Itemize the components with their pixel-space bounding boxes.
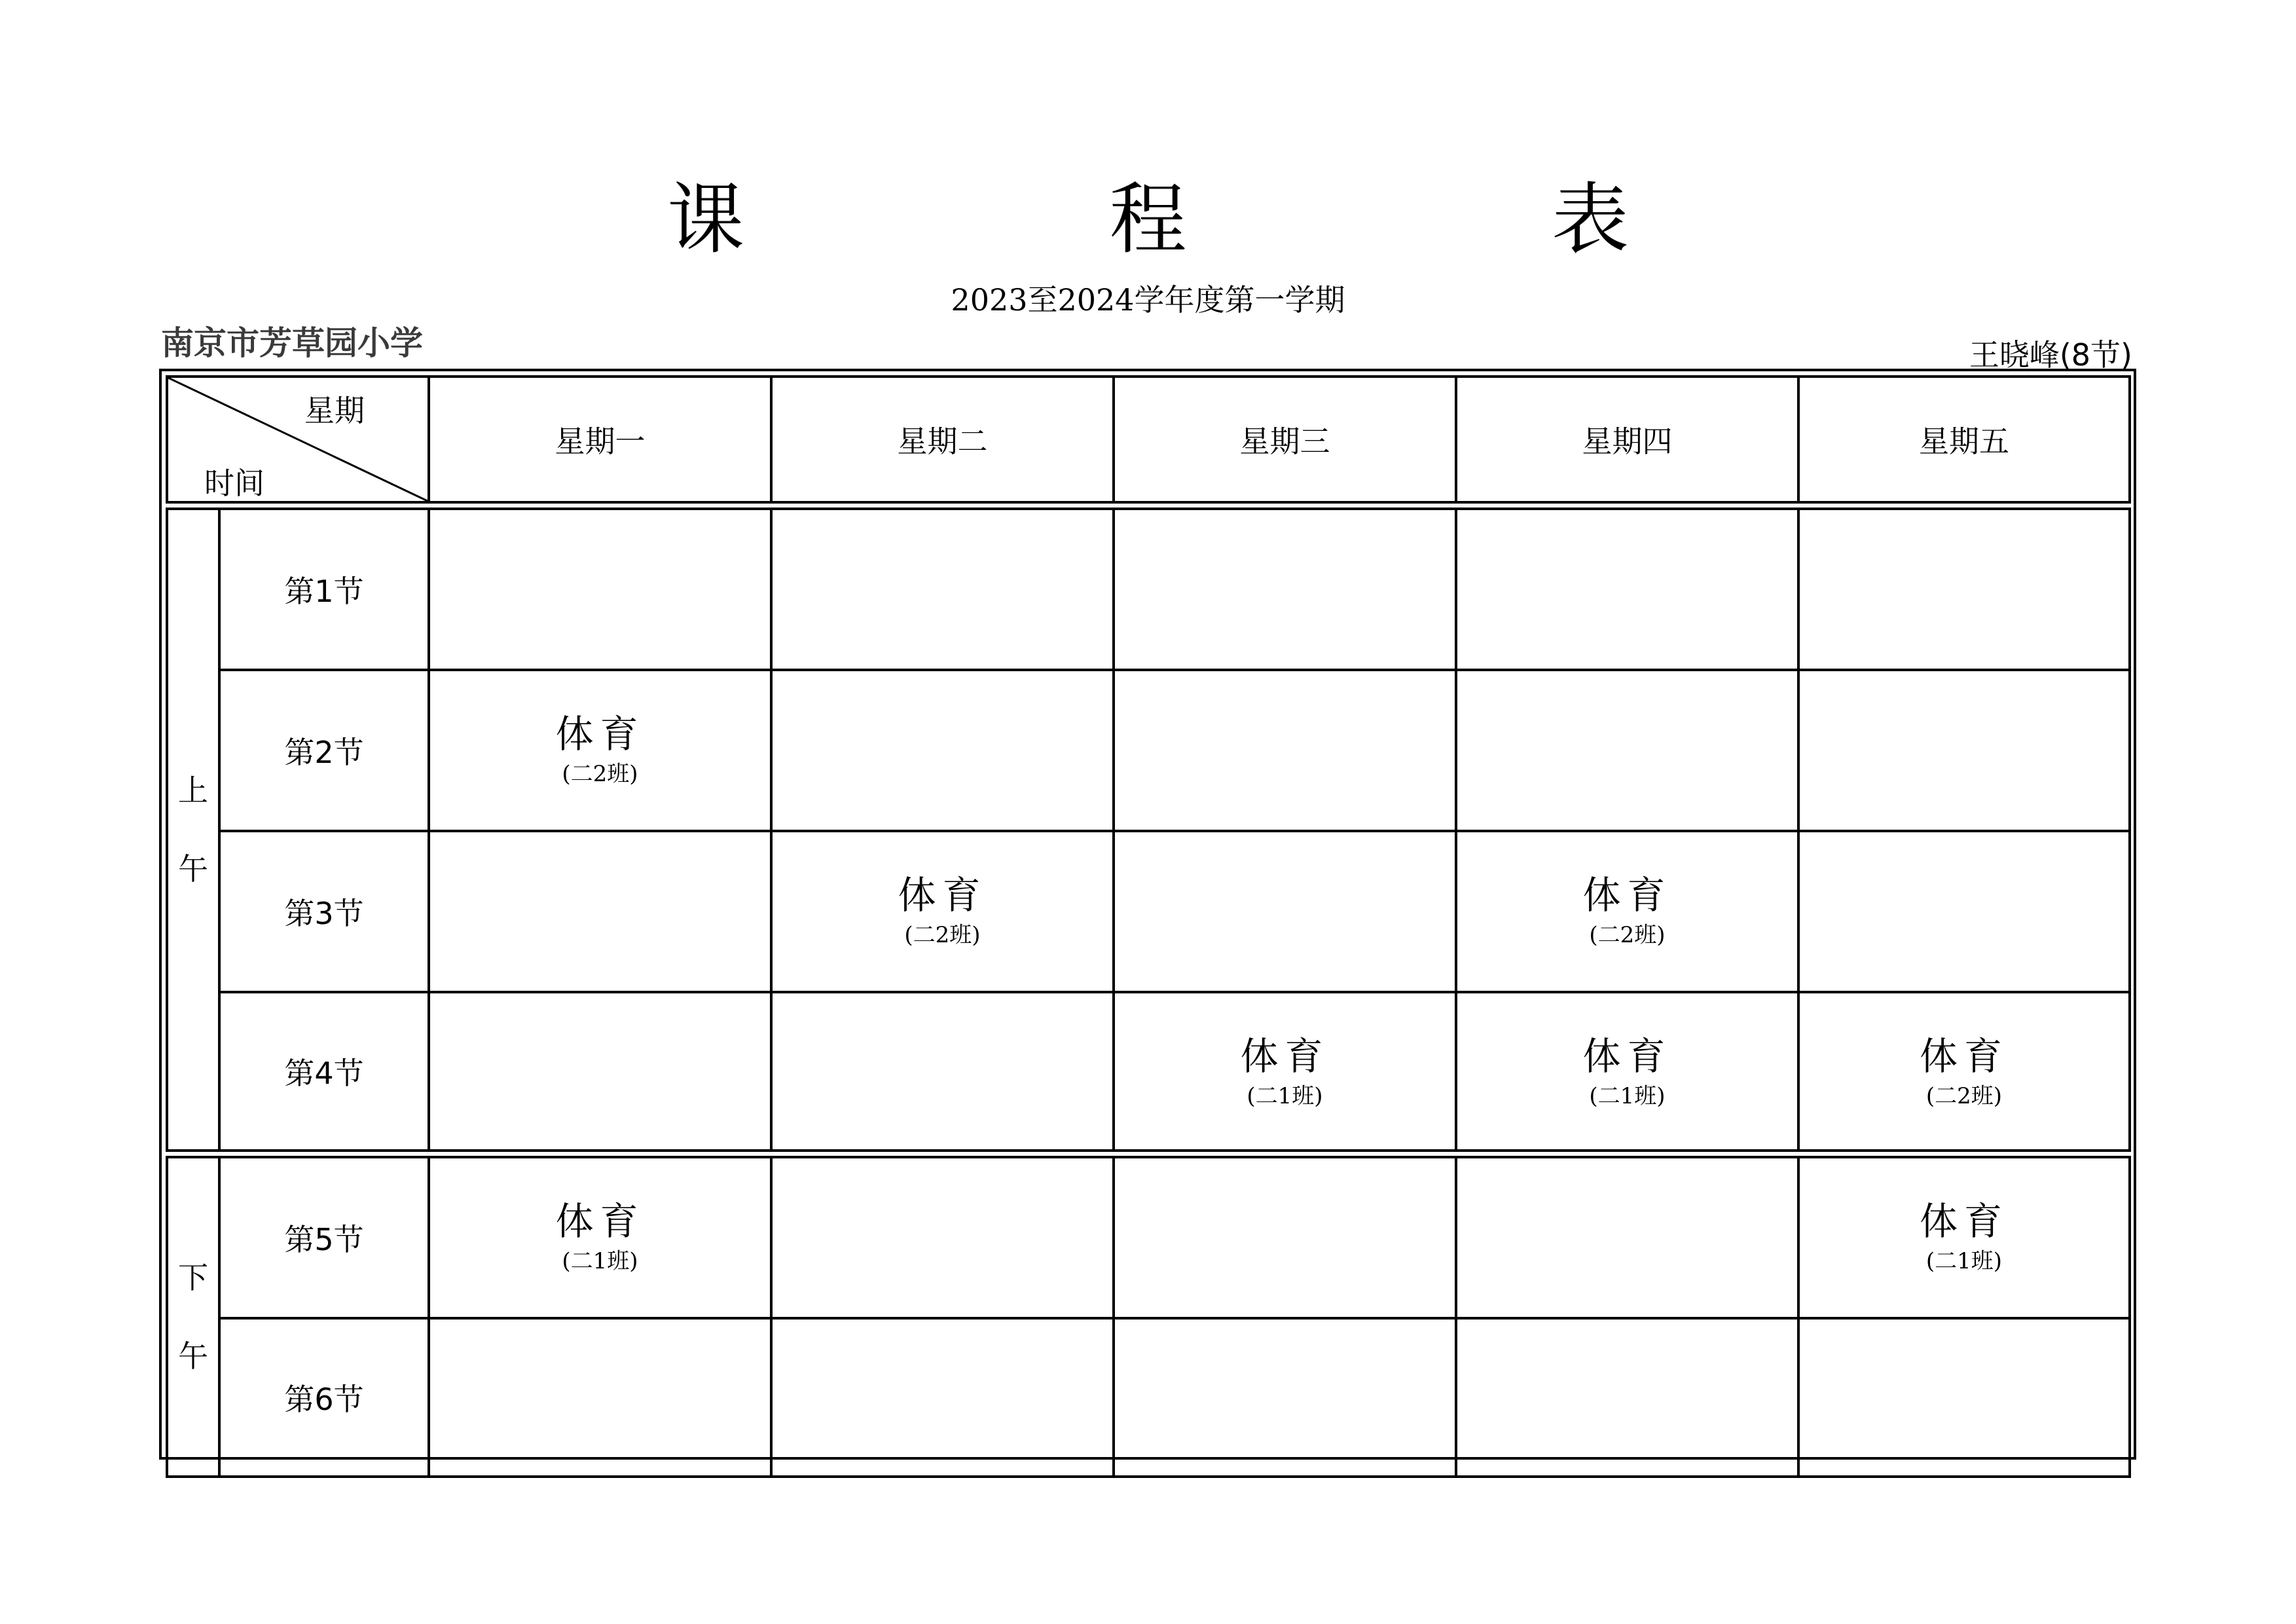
- schedule-cell: [1112, 669, 1457, 832]
- schedule-cell: [770, 1156, 1115, 1320]
- morning-char: 上: [178, 773, 208, 808]
- schedule-cell: [428, 507, 773, 671]
- schedule-cell: [1797, 507, 2131, 671]
- schedule-cell: [1112, 1317, 1457, 1478]
- subject-name: 体育: [1919, 1034, 2009, 1079]
- subject-name: 体育: [1240, 1034, 1330, 1079]
- schedule-cell: [770, 669, 1115, 832]
- schedule-cell: [1455, 1156, 1800, 1320]
- morning-label: [166, 507, 221, 1152]
- schedule-cell: [1797, 830, 2131, 993]
- schedule-cell: [770, 830, 1115, 993]
- afternoon-char: 午: [178, 1338, 208, 1374]
- corner-time-label: 时间: [204, 466, 264, 501]
- schedule-cell: [1797, 991, 2131, 1152]
- period-label: 第3节: [218, 830, 430, 993]
- schedule-cell: [1797, 1317, 2131, 1478]
- schedule-cell: [1455, 830, 1800, 993]
- subject-name: 体育: [1582, 1034, 1672, 1079]
- subject-name: 体育: [898, 873, 987, 917]
- class-name: (二2班): [904, 922, 981, 948]
- class-name: (二1班): [562, 1248, 638, 1274]
- schedule-cell: [1112, 1156, 1457, 1320]
- corner-week-label: 星期: [304, 393, 365, 428]
- subject-name: 体育: [555, 1199, 645, 1244]
- schedule-cell: [1455, 991, 1800, 1152]
- timetable: [159, 369, 2136, 1460]
- class-name: (二2班): [1925, 1083, 2003, 1109]
- schedule-cell: [1112, 830, 1457, 993]
- schedule-cell: [1455, 1317, 1800, 1478]
- period-label: 第1节: [218, 507, 430, 671]
- period-label: 第5节: [218, 1156, 430, 1320]
- corner-header: [166, 375, 430, 504]
- schedule-cell: [770, 507, 1115, 671]
- day-header: 星期五: [1797, 375, 2131, 504]
- subject-name: 体育: [1919, 1199, 2009, 1244]
- teacher-name: 王晓峰(8节): [1969, 337, 2132, 373]
- morning-char: 午: [178, 851, 208, 887]
- page-title: 课 程 表: [666, 174, 1800, 265]
- schedule-cell: [1455, 507, 1800, 671]
- schedule-cell: [1797, 669, 2131, 832]
- class-name: (二1班): [1247, 1083, 1323, 1109]
- semester-subtitle: 2023至2024学年度第一学期: [951, 282, 1345, 318]
- schedule-cell: [1112, 507, 1457, 671]
- day-header: 星期四: [1455, 375, 1800, 504]
- class-name: (二2班): [562, 761, 638, 787]
- schedule-cell: [428, 669, 773, 832]
- schedule-cell: [428, 1156, 773, 1320]
- class-name: (二2班): [1589, 922, 1666, 948]
- subject-name: 体育: [1582, 873, 1672, 917]
- period-label: 第4节: [218, 991, 430, 1152]
- afternoon-label: [166, 1156, 221, 1478]
- schedule-cell: [428, 1317, 773, 1478]
- day-header: 星期一: [428, 375, 773, 504]
- schedule-cell: [1112, 991, 1457, 1152]
- period-label: 第2节: [218, 669, 430, 832]
- period-label: 第6节: [218, 1317, 430, 1478]
- day-header: 星期二: [770, 375, 1115, 504]
- schedule-cell: [770, 991, 1115, 1152]
- schedule-cell: [770, 1317, 1115, 1478]
- day-header: 星期三: [1112, 375, 1457, 504]
- class-name: (二1班): [1925, 1248, 2003, 1274]
- class-name: (二1班): [1589, 1083, 1666, 1109]
- schedule-cell: [1455, 669, 1800, 832]
- subject-name: 体育: [555, 712, 645, 756]
- afternoon-char: 下: [178, 1260, 208, 1295]
- schedule-cell: [1797, 1156, 2131, 1320]
- schedule-cell: [428, 830, 773, 993]
- schedule-cell: [428, 991, 773, 1152]
- school-name: 南京市芳草园小学: [161, 324, 423, 362]
